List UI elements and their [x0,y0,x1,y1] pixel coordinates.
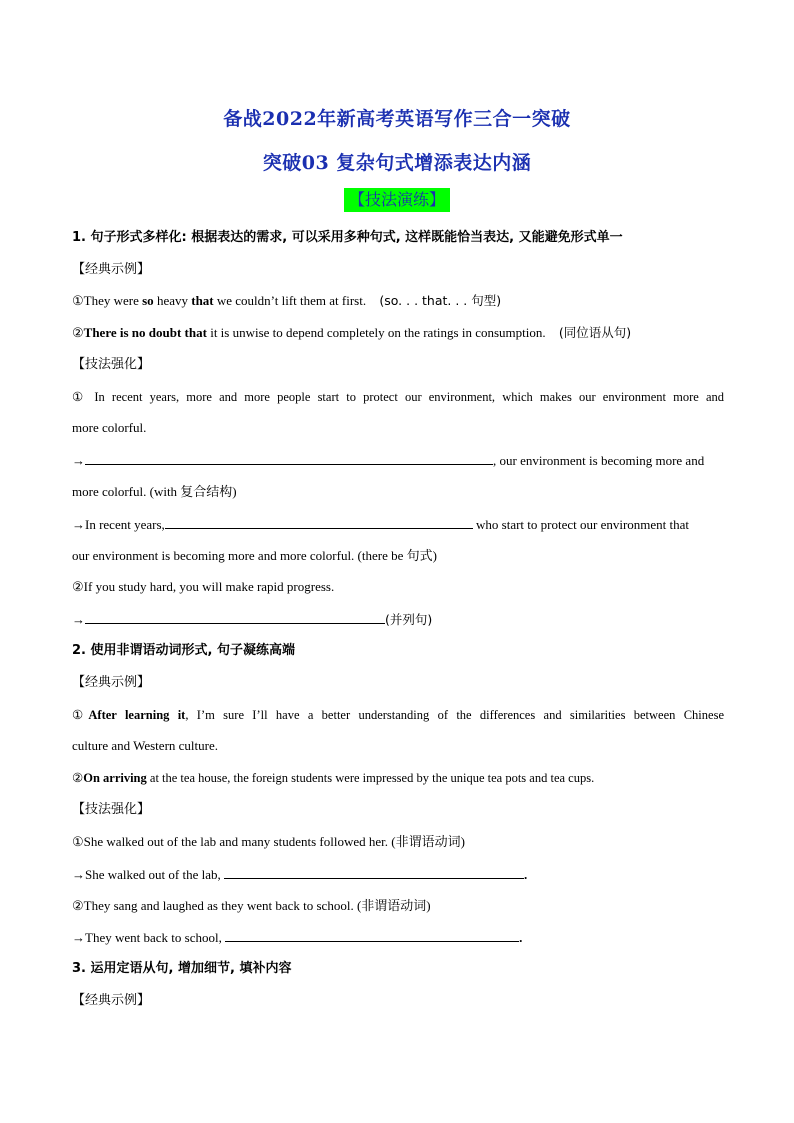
grammar-note: (并列句) [385,612,433,627]
section-1-practice-2-answer [72,610,724,629]
answer-blank[interactable] [165,515,473,529]
emphasis-phrase: On arriving [83,771,147,785]
badge-wrapper [0,188,794,212]
emphasis-so: so [142,293,154,308]
answer-blank[interactable] [224,865,524,879]
section-1-practice-1-line-4: more colorful. (with 复合结构) [72,484,237,499]
circled-number: ① [72,708,89,722]
section-2-practice-1: ①She walked out of the lab and many students followed her. (非谓语动词) [72,834,465,849]
document-subtitle: 突破03 复杂句式增添表达内涵 [262,152,532,174]
emphasis-phrase: After learning it [88,708,186,722]
grammar-note: (so. . . that. . . 句型) [379,293,502,308]
circled-number: ② [72,771,84,785]
period: . [519,930,523,945]
answer-head-text: →She walked out of the lab, [72,867,224,882]
answer-tail-text: who start to protect our environment that [472,517,690,532]
section-3-heading: 3. 运用定语从句, 增加细节, 填补内容 [72,961,292,976]
section-2-practice-label: 【技法强化】 [72,802,151,817]
technique-practice-badge: 【技法演练】 [344,188,450,212]
answer-blank[interactable] [85,610,385,624]
section-1-practice-label: 【技法强化】 [72,357,151,372]
circled-number: ① [72,293,84,308]
section-1-example-label: 【经典示例】 [72,262,151,277]
section-2-example-label: 【经典示例】 [72,675,151,690]
example-text: we couldn’t lift them at first. [213,293,367,308]
answer-blank[interactable] [85,451,493,465]
emphasis-that: that [191,293,214,308]
section-1-example-2 [72,324,724,342]
section-1-practice-1b-line-2: our environment is becoming more and more colorful. (there be 句式) [72,548,437,563]
answer-tail-text: , our environment is becoming more and [493,453,705,468]
answer-blank[interactable] [225,928,519,942]
answer-head-text: →In recent years, [72,517,165,532]
section-2-practice-2-answer [72,928,724,947]
section-1-example-1 [72,292,724,310]
example-text: , I’m sure I’ll have a better understanding of the differences and similarities between Chinese [185,708,724,722]
section-1-practice-1b-answer [72,515,724,534]
section-1-practice-1-line-1: ① In recent years, more and more people start to protect our environment, which makes our environment more and [72,390,724,404]
section-3-example-label: 【经典示例】 [72,993,151,1008]
document-title: 备战2022年新高考英语写作三合一突破 [223,108,571,130]
section-1-heading: 1. 句子形式多样化: 根据表达的需求, 可以采用多种句式, 这样既能恰当表达, 又能避免形式单一 [72,230,623,245]
section-2-example-2 [72,769,724,787]
section-1-practice-1-line-2: more colorful. [72,420,147,435]
arrow-icon: → [72,612,85,627]
example-text: heavy [153,293,192,308]
grammar-note: (同位语从句) [558,325,632,340]
answer-head-text: →They went back to school, [72,930,226,945]
section-2-practice-2: ②They sang and laughed as they went back to school. (非谓语动词) [72,898,431,913]
section-1-practice-1-answer [72,451,724,470]
section-2-heading: 2. 使用非谓语动词形式, 句子凝练高端 [72,643,295,658]
section-2-example-1 [72,706,724,724]
circled-number: ② [72,325,84,340]
arrow-icon: → [72,453,85,468]
example-text: at the tea house, the foreign students were impressed by the unique tea pots and tea cups. [146,771,595,785]
period: . [524,867,528,882]
example-text: They were [83,293,143,308]
emphasis-phrase: There is no doubt that [83,325,207,340]
section-1-practice-2: ②If you study hard, you will make rapid progress. [72,579,335,594]
section-2-example-1-line-2: culture and Western culture. [72,738,218,753]
section-2-practice-1-answer [72,865,724,884]
example-text: it is unwise to depend completely on the ratings in consumption. [206,325,546,340]
